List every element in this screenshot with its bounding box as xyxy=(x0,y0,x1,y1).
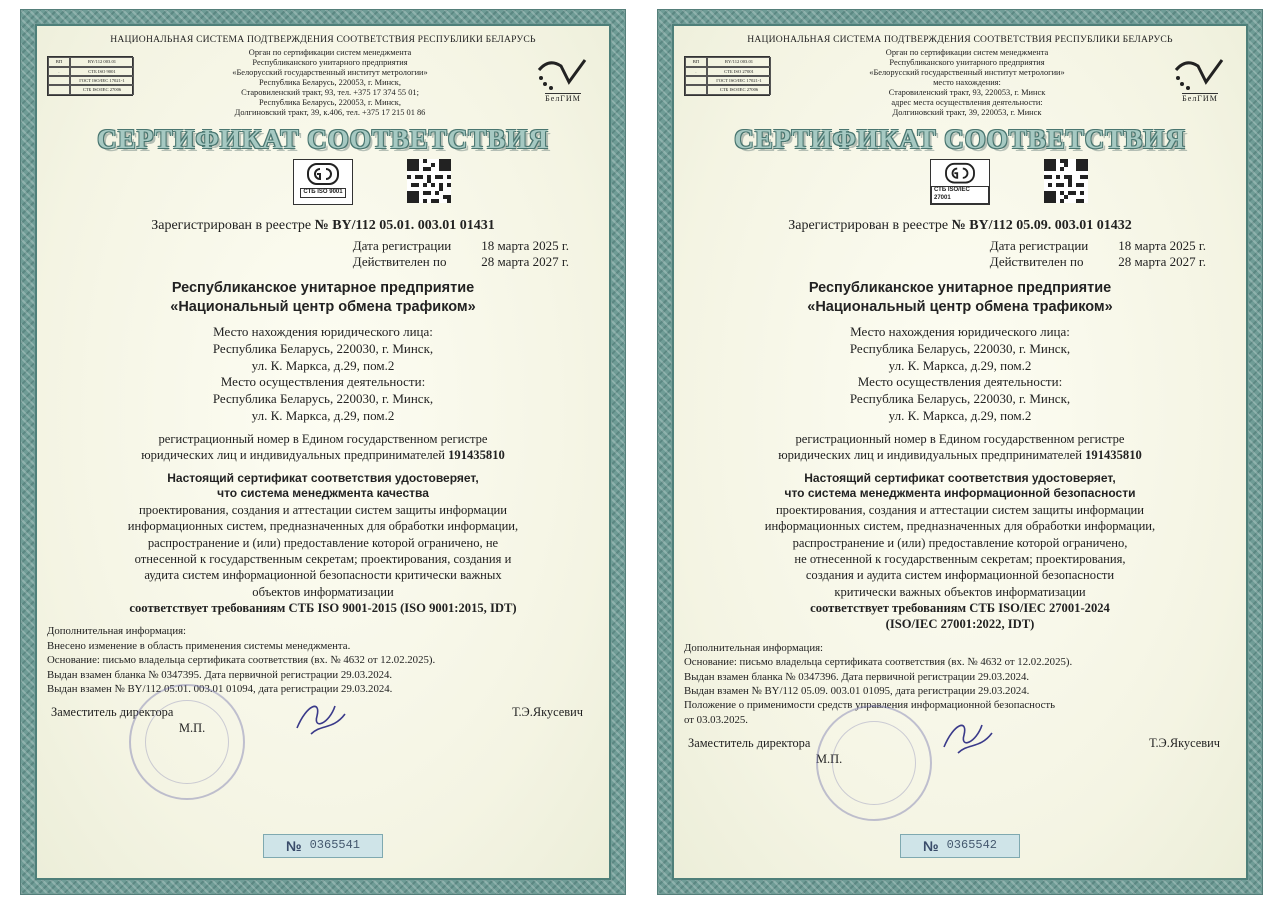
registry-line: Зарегистрирован в реестре № BY/112 05.01. 003.01 01431 xyxy=(151,217,495,233)
certificate-title: СЕРТИФИКАТ СООТВЕТСТВИЯ xyxy=(97,123,549,154)
certificate-title: СЕРТИФИКАТ СООТВЕТСТВИЯ xyxy=(734,123,1186,154)
certificate-right xyxy=(658,10,1262,894)
accreditation-box: ВП BY/112 003.01 . СТБ ISO 27001 ГОСТ ISO/IEC 17021-1 СТБ ISO/IEC 27006 xyxy=(684,56,770,95)
signatory-name: Т.Э.Якусевич xyxy=(1149,736,1220,750)
belgim-logo: БелГИМ xyxy=(1164,56,1236,104)
additional-info: Дополнительная информация: Внесено изменение в область применения системы менеджмента. Основание: письмо владельца сертификата соответствия (вх. № 4632 от 12.02.2025). Выдан взамен бланка № 0347395. Дата первичной регистрации 29.03.2024. Выдан взамен № BY/112 05.01. 003.01 01094, дата регистрации 29.03.2024. xyxy=(47,625,436,695)
conformity-mark: СТБ ISO/IEC 27001 xyxy=(930,159,990,205)
certify-statement: Настоящий сертификат соответствия удостоверяет, что система менеджмента качества xyxy=(167,470,479,501)
registration-number-block: регистрационный номер в Едином государственном регистре юридических лиц и индивидуальных предпринимателей 191435810 xyxy=(778,432,1142,463)
blank-number-plate: № 0365541 xyxy=(263,834,383,858)
official-stamp xyxy=(129,684,245,800)
certificate-left xyxy=(21,10,625,894)
additional-info: Дополнительная информация: Основание: письмо владельца сертификата соответствия (вх. № 4632 от 12.02.2025). Выдан взамен бланка № 0347396. Дата первичной регистрации 29.03.2024. Выдан взамен № BY/112 05.09. 003.01 01095, дата регистрации 29.03.2024. Положение о применимости средств управления информационной безопасность от 03.03.2025. xyxy=(684,641,1073,726)
deputy-block: Заместитель директора М.П. xyxy=(688,736,843,767)
registration-date: 18 марта 2025 г. xyxy=(481,238,569,254)
issuer-row xyxy=(47,48,599,117)
conformity-mark-icon xyxy=(943,162,977,184)
scope-text: проектирования, создания и аттестации систем защиты информации информационных систем, предназначенных для обработки информации, распространение и (или) предоставление которой ограничено, не отнесенной к государственным секретам; проектирования, создания и аудита систем информационной безопасности критически важных объектов информатизации xyxy=(764,502,1156,599)
certification-body-info: Орган по сертификации систем менеджмента Республиканского унитарного предприятия «Белорусский государственный институт метрологии» Республика Беларусь, 220053, г. Минск, Старовиленский тракт, 93, тел. +375 17 374 55 01; Республика Беларусь, 220053, г. Минск, Долгиновский тракт, 39, к.406, тел. +375 17 215 01 86 xyxy=(232,48,428,117)
issuer-row xyxy=(684,48,1236,117)
national-system-header: НАЦИОНАЛЬНАЯ СИСТЕМА ПОДТВЕРЖДЕНИЯ СООТВЕТСТВИЯ РЕСПУБЛИКИ БЕЛАРУСЬ xyxy=(747,34,1173,45)
blank-number-plate: № 0365542 xyxy=(900,834,1020,858)
registry-number: № BY/112 05.09. 003.01 01432 xyxy=(951,217,1132,233)
belgim-logo: БелГИМ xyxy=(527,56,599,104)
certificate-paper xyxy=(672,24,1248,880)
registry-number: № BY/112 05.01. 003.01 01431 xyxy=(314,217,495,233)
official-stamp xyxy=(816,705,932,821)
marks-row xyxy=(47,159,599,211)
blank-number: 0365542 xyxy=(946,838,998,853)
blank-number: 0365541 xyxy=(309,838,361,853)
signature-row xyxy=(684,735,1236,767)
certification-body-info: Орган по сертификации систем менеджмента Республиканского унитарного предприятия «Белорусский государственный институт метрологии» место нахождения: Старовиленский тракт, 93, 220053, г. Минск адрес места осуществления деятельности: Долгиновский тракт, 39, 220053, г. Минск xyxy=(869,48,1065,117)
signature-mark xyxy=(934,713,1004,763)
marks-row xyxy=(684,159,1236,211)
valid-until-date: 28 марта 2027 г. xyxy=(1118,254,1206,270)
conformity-mark-icon xyxy=(306,162,340,186)
signature-mark xyxy=(287,694,357,744)
national-system-header: НАЦИОНАЛЬНАЯ СИСТЕМА ПОДТВЕРЖДЕНИЯ СООТВЕТСТВИЯ РЕСПУБЛИКИ БЕЛАРУСЬ xyxy=(110,34,536,45)
valid-until-date: 28 марта 2027 г. xyxy=(481,254,569,270)
conformity-mark: СТБ ISO 9001 xyxy=(293,159,353,205)
compliance-statement: соответствует требованиям СТБ ISO 9001-2015 (ISO 9001:2015, IDT) xyxy=(129,601,517,616)
belgim-emblem-icon xyxy=(535,56,591,92)
compliance-statement: соответствует требованиям СТБ ISO/IEC 27001-2024 (ISO/IEC 27001:2022, IDT) xyxy=(810,601,1110,632)
signatory-name: Т.Э.Якусевич xyxy=(512,705,583,720)
qr-code-icon xyxy=(1044,159,1088,203)
organization-name: Республиканское унитарное предприятие «Национальный центр обмена трафиком» xyxy=(170,279,476,316)
certify-statement: Настоящий сертификат соответствия удостоверяет, что система менеджмента информационной безопасности xyxy=(784,470,1136,501)
registration-number-block: регистрационный номер в Едином государственном регистре юридических лиц и индивидуальных предпринимателей 191435810 xyxy=(141,432,505,463)
certificate-paper xyxy=(35,24,611,880)
qr-code-icon xyxy=(407,159,451,203)
dates-block: Дата регистрации 18 марта 2025 г. Действителен по 28 марта 2027 г. xyxy=(352,238,569,270)
address-block: Место нахождения юридического лица: Республика Беларусь, 220030, г. Минск, ул. К. Маркса, д.29, пом.2 Место осуществления деятельности: Республика Беларусь, 220030, г. Минск, ул. К. Маркса, д.29, пом.2 xyxy=(212,323,434,424)
address-block: Место нахождения юридического лица: Республика Беларусь, 220030, г. Минск, ул. К. Маркса, д.29, пом.2 Место осуществления деятельности: Республика Беларусь, 220030, г. Минск, ул. К. Маркса, д.29, пом.2 xyxy=(849,323,1071,424)
dates-block: Дата регистрации 18 марта 2025 г. Действителен по 28 марта 2027 г. xyxy=(989,238,1206,270)
belgim-emblem-icon xyxy=(1172,56,1228,92)
registration-date: 18 марта 2025 г. xyxy=(1118,238,1206,254)
deputy-block: Заместитель директора М.П. xyxy=(51,705,206,736)
registry-line: Зарегистрирован в реестре № BY/112 05.09. 003.01 01432 xyxy=(788,217,1132,233)
signature-row xyxy=(47,704,599,736)
organization-name: Республиканское унитарное предприятие «Национальный центр обмена трафиком» xyxy=(807,279,1113,316)
scope-text: проектирования, создания и аттестации систем защиты информации информационных систем, предназначенных для обработки информации, распространение и (или) предоставление которой ограничено, не отнесенной к государственным секретам; проектирования, создания и аудита систем информационной безопасности критически важных объектов информатизации xyxy=(127,502,519,599)
accreditation-box: ВП BY/112 003.01 . СТБ ISO 9001 ГОСТ ISO/IEC 17021-1 СТБ ISO/IEC 27006 xyxy=(47,56,133,95)
